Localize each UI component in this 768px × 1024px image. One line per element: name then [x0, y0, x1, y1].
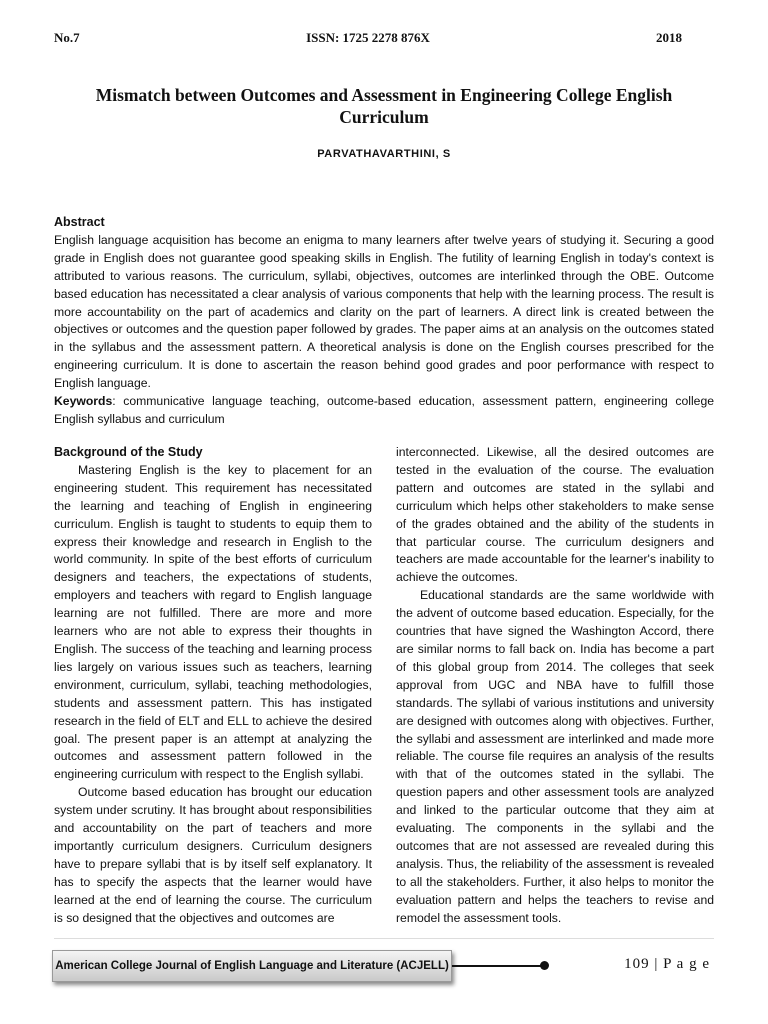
keywords [54, 393, 714, 429]
right-column [396, 444, 714, 927]
section-heading: Background of the Study [54, 445, 203, 459]
paragraph: interconnected. Likewise, all the desired outcomes are tested in the evaluation of the course. The evaluation pattern and outcomes are stated in the syllabi and curriculum which helps other stakeholders to make sense of the grades obtained and the ability of the students in that particular course. The curriculum designers and teachers are made accountable for the learner's inability to achieve the outcomes. [396, 445, 714, 585]
keywords-text: : communicative language teaching, outcome-based education, assessment pattern, engineering college English syllabus and curriculum [54, 394, 714, 426]
footer-line [452, 965, 544, 967]
abstract-section [54, 214, 714, 429]
journal-name-box: American College Journal of English Language and Literature (ACJELL) [52, 950, 452, 982]
year: 2018 [656, 30, 682, 45]
left-column [54, 444, 372, 927]
abstract-body: English language acquisition has become an enigma to many learners after twelve years of studying it. Securing a good grade in English does not guarantee good speaking skills in English. The futility of learning English in today's context is attributed to various reasons. The curriculum, syllabi, objectives, outcomes are interlinked through the OBE. Outcome based education has necessitated a clear analysis of various components that help with the learning process. The result is more accountability on the part of academics and clarity on the part of learners. A direct link is created between the objectives or outcomes and the question paper followed by grades. The paper aims at an analysis on the outcomes stated in the syllabus and the assessment pattern. A theoretical analysis is done on the English courses prescribed for the engineering curriculum. It is done to ascertain the reason behind good grades and poor performance with respect to English language. [54, 232, 714, 391]
paragraph: Outcome based education has brought our education system under scrutiny. It has brought about responsibilities and accountability on the part of teachers and more importantly curriculum designers. Curriculum designers have to prepare syllabi that is by itself self explanatory. It has to specify the aspects that the learner would have learned at the end of learning the course. The curriculum is so designed that the objectives and outcomes are [54, 785, 372, 925]
abstract-heading: Abstract [54, 215, 105, 229]
paragraph: Educational standards are the same worldwide with the advent of outcome based education. Especially, for the countries that have signed the Washington Accord, there are similar norms to fall back on. India has become a part of this global group from 2014. The colleges that seek approval from UGC and NBA have to fulfill those standards. The syllabi of various institutions and university are designed with outcomes along with objectives. Further, the syllabi and assessment are interlinked and made more reliable. The course file requires an analysis of the results with that of the outcomes stated in the syllabi. The question papers and other assessment tools are analyzed and linked to the particular outcome that they aim at evaluating. The components in the syllabi and the outcomes that are not assessed are revealed during this analysis. Thus, the reliability of the assessment is revealed to all the stakeholders. Further, it also helps to monitor the evaluation pattern and helps the teachers to revise and remodel the assessment tools. [396, 588, 714, 925]
issn: ISSN: 1725 2278 876X [306, 30, 430, 45]
keywords-label: Keywords [54, 394, 113, 409]
page-number: 109 | P a g e [624, 956, 710, 972]
running-header [54, 30, 682, 48]
author: PARVATHAVARTHINI, S [317, 148, 451, 160]
footer-divider [54, 938, 714, 939]
issue-number: No.7 [54, 30, 80, 45]
paragraph: Mastering English is the key to placement for an engineering student. This requirement has necessitated the learning and teaching of English in engineering curriculum. English is taught to students to equip them to express their knowledge and research in English to the world community. In spite of the best efforts of curriculum designers and teachers, the expectations of students, employers and teachers with regard to English language learning are not fulfilled. There are more and more learners who are not able to express their thoughts in English. The success of the teaching and learning process lies largely on various issues such as teachers, learning environment, curriculum, syllabi, teaching methodologies, students and assessment pattern. This has instigated research in the field of ELT and ELL to achieve the desired goal. The present paper is an attempt at analyzing the outcomes and assessment pattern followed in the engineering curriculum with respect to the English syllabi. [54, 462, 372, 782]
paper-title: Mismatch between Outcomes and Assessment in Engineering College English Curriculum [95, 85, 673, 127]
footer-dot [540, 961, 549, 970]
